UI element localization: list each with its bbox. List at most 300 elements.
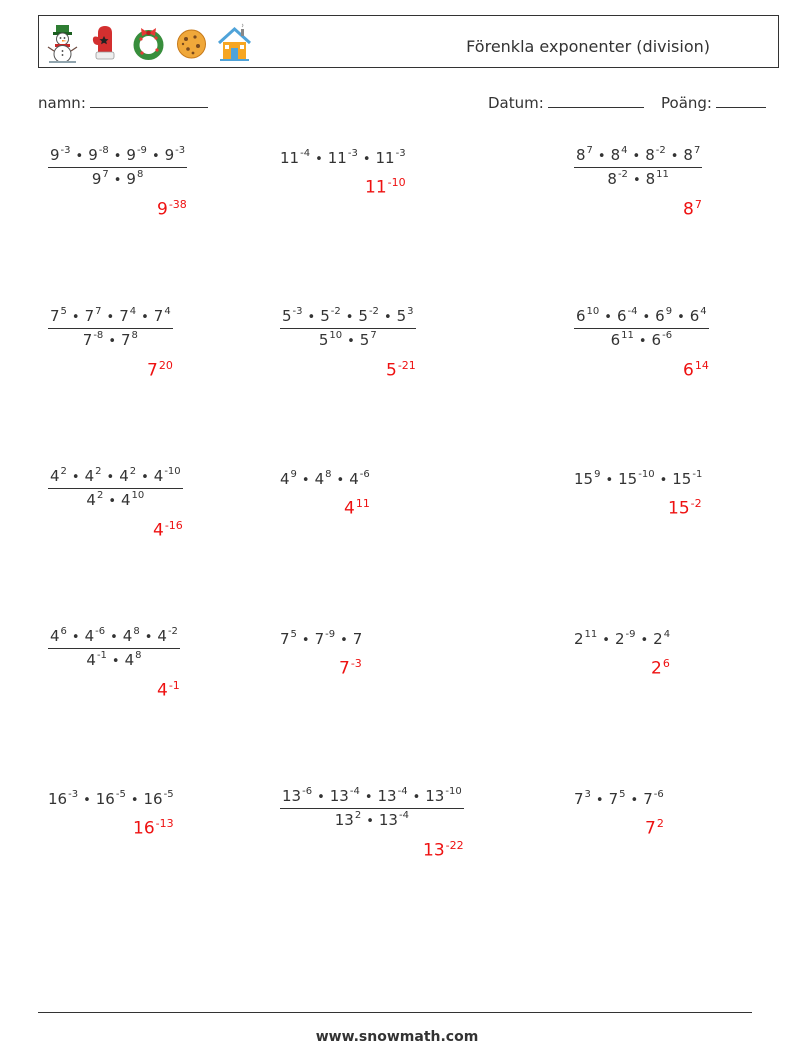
base: 13 xyxy=(378,811,398,829)
multiply-dot: • xyxy=(113,149,122,164)
numerator xyxy=(574,146,702,168)
base: 6 xyxy=(610,331,621,349)
multiply-dot: • xyxy=(141,310,149,325)
multiply-dot: • xyxy=(301,633,310,648)
base: 7 xyxy=(643,790,653,808)
power-term xyxy=(574,790,591,808)
answer-exponent: -2 xyxy=(690,497,702,510)
power-term xyxy=(574,630,597,648)
multiply-dot: • xyxy=(108,334,116,349)
exponent: 6 xyxy=(60,626,67,637)
power-term xyxy=(165,146,186,164)
product xyxy=(282,787,462,805)
exponent: 7 xyxy=(693,145,701,156)
answer-base: 4 xyxy=(344,498,355,519)
base: 5 xyxy=(359,331,370,349)
exponent: 10 xyxy=(586,306,600,317)
multiply-dot: • xyxy=(383,310,392,325)
problem-7 xyxy=(48,467,183,509)
power-term xyxy=(615,630,636,648)
base: 4 xyxy=(86,651,96,669)
exponent: 4 xyxy=(621,145,628,156)
product xyxy=(576,146,700,164)
problem-6 xyxy=(574,307,709,349)
answer-7 xyxy=(153,519,183,541)
answer-exponent: 11 xyxy=(355,497,370,510)
answer-4 xyxy=(147,359,173,381)
exponent: -4 xyxy=(398,810,409,821)
power-term xyxy=(672,470,702,488)
answer-base: 7 xyxy=(339,658,350,679)
fraction xyxy=(48,146,187,188)
power-term xyxy=(280,470,297,488)
base: 4 xyxy=(86,491,96,509)
exponent: -2 xyxy=(167,626,178,637)
exponent: -5 xyxy=(163,789,174,800)
base: 9 xyxy=(50,146,60,164)
base: 4 xyxy=(153,467,164,485)
problem-15 xyxy=(574,790,664,808)
power-term xyxy=(86,651,107,669)
exponent: 11 xyxy=(656,169,669,180)
numerator xyxy=(280,307,416,329)
product xyxy=(92,170,144,188)
exponent: 4 xyxy=(700,306,707,317)
power-term xyxy=(154,467,181,485)
score-label: Poäng: xyxy=(661,94,712,112)
exponent: 7 xyxy=(586,145,593,156)
answer-2 xyxy=(365,176,406,198)
answer-exponent: 7 xyxy=(694,198,702,211)
power-term xyxy=(119,307,136,325)
numerator xyxy=(48,627,180,649)
power-term xyxy=(280,149,310,167)
base: 15 xyxy=(618,470,638,488)
power-term xyxy=(315,470,332,488)
power-term xyxy=(282,307,303,325)
base: 6 xyxy=(651,331,662,349)
fraction xyxy=(574,307,709,349)
problem-2 xyxy=(280,149,406,167)
product xyxy=(282,307,414,325)
exponent: -10 xyxy=(445,786,462,797)
multiply-dot: • xyxy=(71,310,80,325)
exponent: -1 xyxy=(96,650,107,661)
name-blank[interactable] xyxy=(90,94,208,108)
power-term xyxy=(643,790,664,808)
power-term xyxy=(125,651,142,669)
answer-exponent: 20 xyxy=(158,359,173,372)
power-term xyxy=(85,627,106,645)
answer-base: 7 xyxy=(147,360,158,381)
base: 6 xyxy=(689,307,700,325)
base: 11 xyxy=(280,149,300,167)
base: 13 xyxy=(282,787,302,805)
product xyxy=(86,491,144,509)
multiply-dot: • xyxy=(71,470,80,485)
product xyxy=(48,790,174,808)
power-term xyxy=(646,170,669,188)
worksheet-title: Förenkla exponenter (division) xyxy=(466,37,710,56)
answer-15 xyxy=(645,817,664,839)
power-term xyxy=(379,811,409,829)
multiply-dot: • xyxy=(113,173,122,188)
answer-exponent: -21 xyxy=(397,359,416,372)
power-term xyxy=(397,307,414,325)
answer-10 xyxy=(157,679,180,701)
exponent: 7 xyxy=(102,169,109,180)
base: 4 xyxy=(314,470,325,488)
exponent: -6 xyxy=(302,786,313,797)
power-term xyxy=(85,467,102,485)
power-term xyxy=(280,630,297,648)
power-term xyxy=(576,146,593,164)
problem-13 xyxy=(48,790,174,808)
answer-exponent: -13 xyxy=(155,817,174,830)
base: 15 xyxy=(574,470,594,488)
exponent: -3 xyxy=(60,145,71,156)
power-term xyxy=(611,146,628,164)
multiply-dot: • xyxy=(362,152,371,167)
exponent: -3 xyxy=(68,789,79,800)
power-term xyxy=(96,790,126,808)
base: 16 xyxy=(143,790,163,808)
base: 9 xyxy=(164,146,175,164)
problem-10 xyxy=(48,627,180,669)
exponent: 11 xyxy=(584,629,598,640)
exponent: -10 xyxy=(638,469,655,480)
fraction xyxy=(280,307,416,349)
name-field xyxy=(38,94,208,112)
multiply-dot: • xyxy=(632,149,641,164)
multiply-dot: • xyxy=(597,149,606,164)
multiply-dot: • xyxy=(83,793,91,808)
power-term xyxy=(655,307,672,325)
multiply-dot: • xyxy=(412,790,421,805)
snowman-icon xyxy=(45,23,80,63)
exponent: 8 xyxy=(136,169,144,180)
base: 9 xyxy=(126,146,136,164)
footer-divider xyxy=(38,1012,752,1013)
base: 8 xyxy=(607,170,617,188)
problem-11 xyxy=(280,630,362,648)
fraction xyxy=(574,146,702,188)
base: 2 xyxy=(574,630,584,648)
product xyxy=(86,651,141,669)
base: 4 xyxy=(349,470,359,488)
base: 7 xyxy=(574,790,584,808)
multiply-dot: • xyxy=(602,633,610,648)
base: 9 xyxy=(91,170,102,188)
exponent: 4 xyxy=(129,306,137,317)
power-term xyxy=(320,307,341,325)
base: 11 xyxy=(375,149,395,167)
base: 2 xyxy=(653,630,663,648)
power-term xyxy=(121,331,138,349)
answer-5 xyxy=(386,359,416,381)
base: 8 xyxy=(683,146,693,164)
product xyxy=(611,331,672,349)
base: 4 xyxy=(280,470,290,488)
multiply-dot: • xyxy=(317,790,325,805)
power-term xyxy=(126,170,143,188)
problem-3 xyxy=(574,146,702,188)
exponent: 5 xyxy=(290,629,297,640)
base: 11 xyxy=(327,149,347,167)
multiply-dot: • xyxy=(106,470,115,485)
answer-exponent: -1 xyxy=(168,679,180,692)
numerator xyxy=(574,307,709,329)
numerator xyxy=(48,467,183,489)
fraction xyxy=(48,627,180,669)
base: 4 xyxy=(50,467,60,485)
exponent: -3 xyxy=(175,145,186,156)
cookie-icon xyxy=(174,23,209,63)
exponent: -3 xyxy=(292,306,303,317)
power-term xyxy=(576,307,599,325)
answer-base: 11 xyxy=(365,177,387,198)
exponent: -2 xyxy=(617,169,628,180)
exponent: 2 xyxy=(95,466,102,477)
problem-9 xyxy=(574,470,702,488)
multiply-dot: • xyxy=(366,814,374,829)
multiply-dot: • xyxy=(141,470,149,485)
product xyxy=(574,630,670,648)
product xyxy=(280,630,362,648)
exponent: -10 xyxy=(164,466,181,477)
problem-14 xyxy=(280,787,464,829)
exponent: -2 xyxy=(330,306,341,317)
power-term xyxy=(617,307,638,325)
base: 7 xyxy=(120,331,131,349)
exponent: -6 xyxy=(653,789,664,800)
base: 4 xyxy=(120,491,131,509)
answer-base: 13 xyxy=(423,840,445,861)
denominator xyxy=(48,168,187,188)
power-term xyxy=(123,627,140,645)
power-term xyxy=(690,307,707,325)
exponent: 2 xyxy=(354,810,362,821)
score-blank[interactable] xyxy=(716,94,766,108)
answer-exponent: -10 xyxy=(387,176,406,189)
exponent: 3 xyxy=(407,306,414,317)
date-field xyxy=(488,94,644,112)
power-term xyxy=(330,787,360,805)
exponent: -2 xyxy=(368,306,379,317)
base: 9 xyxy=(88,146,98,164)
denominator xyxy=(48,489,183,509)
power-term xyxy=(376,149,406,167)
product xyxy=(50,467,181,485)
exponent: -4 xyxy=(627,306,638,317)
multiply-dot: • xyxy=(632,173,641,188)
exponent: -9 xyxy=(625,629,636,640)
base: 7 xyxy=(280,630,290,648)
multiply-dot: • xyxy=(364,790,373,805)
denominator xyxy=(48,329,173,349)
exponent: 7 xyxy=(370,330,377,341)
numerator xyxy=(280,787,464,809)
exponent: 8 xyxy=(131,330,138,341)
base: 4 xyxy=(84,627,95,645)
multiply-dot: • xyxy=(301,473,310,488)
mitten-icon xyxy=(88,23,123,63)
numerator xyxy=(48,146,187,168)
answer-13 xyxy=(133,817,174,839)
power-term xyxy=(282,787,312,805)
multiply-dot: • xyxy=(75,149,84,164)
base: 5 xyxy=(282,307,292,325)
problem-12 xyxy=(574,630,670,648)
exponent: 5 xyxy=(60,306,67,317)
exponent: 9 xyxy=(594,469,601,480)
problem-1 xyxy=(48,146,187,188)
base: 16 xyxy=(48,790,68,808)
exponent: 8 xyxy=(133,626,140,637)
base: 8 xyxy=(645,170,656,188)
product xyxy=(335,811,409,829)
base: 13 xyxy=(329,787,349,805)
product xyxy=(574,470,702,488)
power-term xyxy=(358,307,379,325)
denominator xyxy=(280,809,464,829)
multiply-dot: • xyxy=(106,310,115,325)
problem-5 xyxy=(280,307,416,349)
exponent: 2 xyxy=(60,466,67,477)
product xyxy=(83,331,138,349)
answer-8 xyxy=(344,497,370,519)
name-label: namn: xyxy=(38,94,86,112)
multiply-dot: • xyxy=(347,334,355,349)
answer-1 xyxy=(157,198,187,220)
multiply-dot: • xyxy=(630,793,639,808)
base: 7 xyxy=(119,307,129,325)
date-blank[interactable] xyxy=(548,94,644,108)
answer-base: 8 xyxy=(683,199,694,220)
exponent: -9 xyxy=(325,629,336,640)
product xyxy=(319,331,377,349)
answer-base: 5 xyxy=(386,360,397,381)
answer-11 xyxy=(339,657,362,679)
multiply-dot: • xyxy=(111,654,120,669)
base: 7 xyxy=(82,331,93,349)
power-term xyxy=(154,307,171,325)
problem-4 xyxy=(48,307,173,349)
answer-3 xyxy=(683,198,702,220)
base: 13 xyxy=(377,787,397,805)
exponent: 5 xyxy=(619,789,626,800)
power-term xyxy=(315,630,336,648)
fraction xyxy=(280,787,464,829)
multiply-dot: • xyxy=(151,149,160,164)
base: 7 xyxy=(50,307,60,325)
power-term xyxy=(574,470,600,488)
power-term xyxy=(618,470,654,488)
score-field xyxy=(661,94,766,112)
base: 4 xyxy=(157,627,167,645)
product xyxy=(574,790,664,808)
denominator xyxy=(48,649,180,669)
multiply-dot: • xyxy=(110,630,118,645)
power-term xyxy=(92,170,109,188)
exponent: -8 xyxy=(98,145,109,156)
fraction xyxy=(48,307,173,349)
exponent: -3 xyxy=(347,148,358,159)
power-term xyxy=(50,467,67,485)
base: 6 xyxy=(616,307,627,325)
snowy-house-icon xyxy=(217,23,252,63)
product xyxy=(50,307,171,325)
exponent: 2 xyxy=(96,490,104,501)
exponent: 4 xyxy=(164,306,171,317)
exponent: -9 xyxy=(136,145,147,156)
multiply-dot: • xyxy=(315,152,323,167)
product xyxy=(280,149,406,167)
power-term xyxy=(50,307,67,325)
base: 4 xyxy=(119,467,129,485)
exponent: 9 xyxy=(290,469,297,480)
power-term xyxy=(88,146,109,164)
base: 16 xyxy=(95,790,115,808)
multiply-dot: • xyxy=(595,793,604,808)
power-term xyxy=(335,811,361,829)
multiply-dot: • xyxy=(345,310,354,325)
exponent: -4 xyxy=(397,786,408,797)
power-term xyxy=(360,331,377,349)
wreath-icon xyxy=(131,23,166,63)
base: 5 xyxy=(320,307,330,325)
answer-base: 9 xyxy=(157,199,168,220)
power-term xyxy=(121,491,144,509)
exponent: 11 xyxy=(621,330,634,341)
exponent: -6 xyxy=(359,469,370,480)
numerator xyxy=(48,307,173,329)
base: 7 xyxy=(153,307,164,325)
base: 5 xyxy=(358,307,368,325)
exponent: -6 xyxy=(662,330,673,341)
answer-base: 2 xyxy=(651,658,662,679)
denominator xyxy=(574,329,709,349)
multiply-dot: • xyxy=(677,310,685,325)
power-term xyxy=(353,630,363,648)
base: 4 xyxy=(84,467,95,485)
base: 7 xyxy=(352,630,363,648)
multiply-dot: • xyxy=(638,334,647,349)
exponent: 8 xyxy=(325,469,332,480)
base: 2 xyxy=(614,630,625,648)
product xyxy=(50,627,178,645)
power-term xyxy=(653,630,670,648)
exponent: 7 xyxy=(95,306,102,317)
base: 7 xyxy=(84,307,95,325)
multiply-dot: • xyxy=(340,633,348,648)
fraction xyxy=(48,467,183,509)
exponent: -8 xyxy=(93,330,104,341)
answer-base: 4 xyxy=(153,520,164,541)
power-term xyxy=(85,307,102,325)
answer-exponent: -38 xyxy=(168,198,187,211)
base: 8 xyxy=(576,146,586,164)
exponent: -2 xyxy=(655,145,666,156)
answer-exponent: -22 xyxy=(445,839,464,852)
multiply-dot: • xyxy=(130,793,139,808)
multiply-dot: • xyxy=(71,630,80,645)
answer-exponent: 2 xyxy=(656,817,664,830)
power-term xyxy=(683,146,700,164)
multiply-dot: • xyxy=(336,473,345,488)
product xyxy=(607,170,668,188)
icon-strip xyxy=(45,23,252,63)
